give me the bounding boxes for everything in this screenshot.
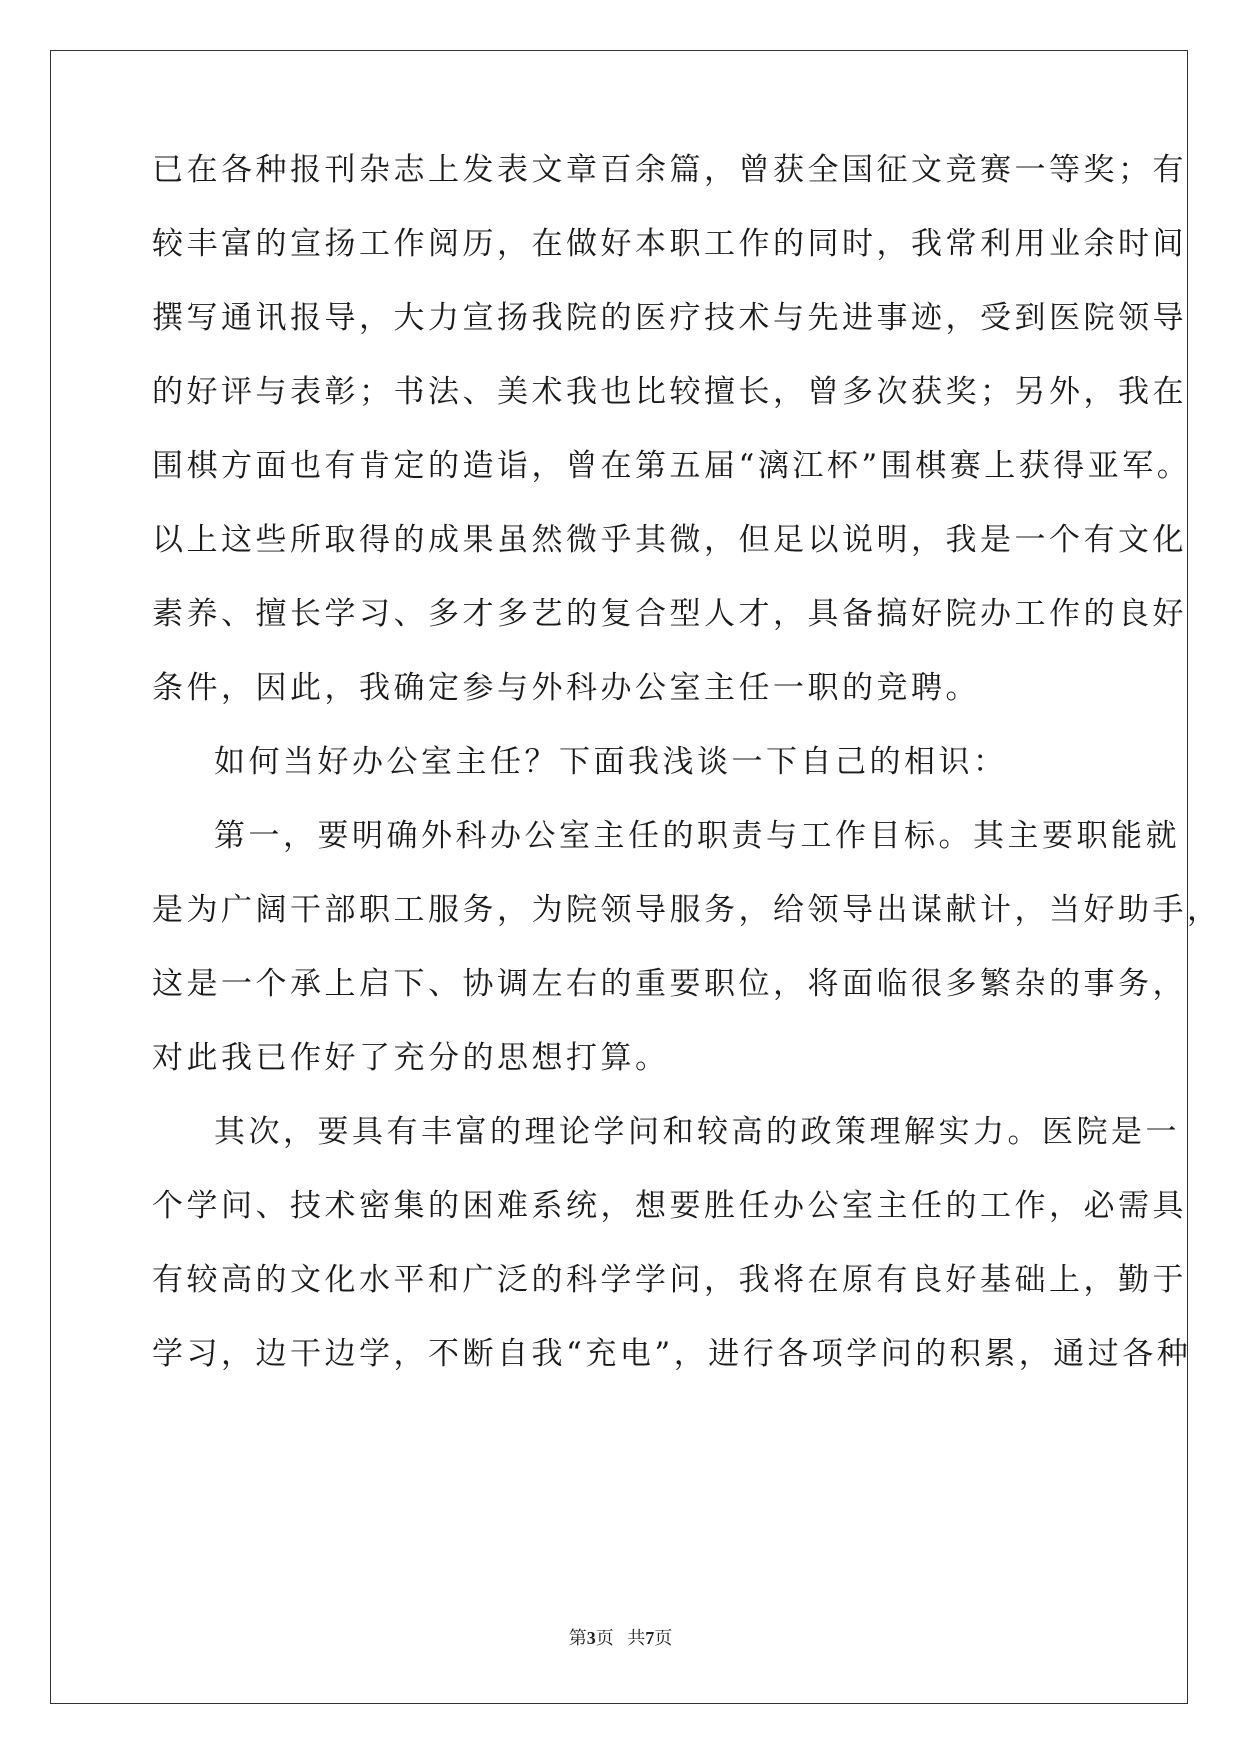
text-line: 是为广阔干部职工服务，为院领导服务，给领导出谋献计，当好助手， (152, 892, 1222, 928)
text-line: 的好评与表彰；书法、美术我也比较擅长，曾多次获奖；另外，我在 (152, 374, 1187, 410)
text-line: 个学问、技术密集的困难系统，想要胜任办公室主任的工作，必需具 (152, 1188, 1187, 1224)
text-line: 已在各种报刊杂志上发表文章百余篇，曾获全国征文竞赛一等奖；有 (152, 152, 1187, 188)
text-line: 如何当好办公室主任？下面我浅谈一下自己的相识： (214, 744, 1008, 780)
text-line: 撰写通讯报导，大力宣扬我院的医疗技术与先进事迹，受到医院领导 (152, 300, 1187, 336)
text-line: 其次，要具有丰富的理论学问和较高的政策理解实力。医院是一 (214, 1114, 1180, 1150)
text-line: 较丰富的宣扬工作阅历，在做好本职工作的同时，我常利用业余时间 (152, 226, 1187, 262)
page-prefix: 第 (568, 1628, 587, 1648)
text-line: 这是一个承上启下、协调左右的重要职位，将面临很多繁杂的事务， (152, 966, 1187, 1002)
text-line: 第一，要明确外科办公室主任的职责与工作目标。其主要职能就 (214, 818, 1180, 854)
text-line: 围棋方面也有肯定的造诣，曾在第五届“漓江杯”围棋赛上获得亚军。 (152, 448, 1192, 484)
text-line: 对此我已作好了充分的思想打算。 (152, 1040, 670, 1076)
page-suffix: 页 (595, 1628, 614, 1648)
current-page-number: 3 (586, 1628, 596, 1648)
total-pages-number: 7 (645, 1628, 655, 1648)
text-line: 素养、擅长学习、多才多艺的复合型人才，具备搞好院办工作的良好 (152, 596, 1187, 632)
total-prefix: 共 (627, 1628, 646, 1648)
text-line: 学习，边干边学，不断自我“充电”，进行各项学问的积累，通过各种 (152, 1336, 1192, 1372)
page-footer (0, 1626, 1241, 1650)
total-suffix: 页 (654, 1628, 673, 1648)
text-line: 以上这些所取得的成果虽然微乎其微，但足以说明，我是一个有文化 (152, 522, 1187, 558)
text-line: 条件，因此，我确定参与外科办公室主任一职的竞聘。 (152, 670, 980, 706)
text-line: 有较高的文化水平和广泛的科学学问，我将在原有良好基础上，勤于 (152, 1262, 1187, 1298)
